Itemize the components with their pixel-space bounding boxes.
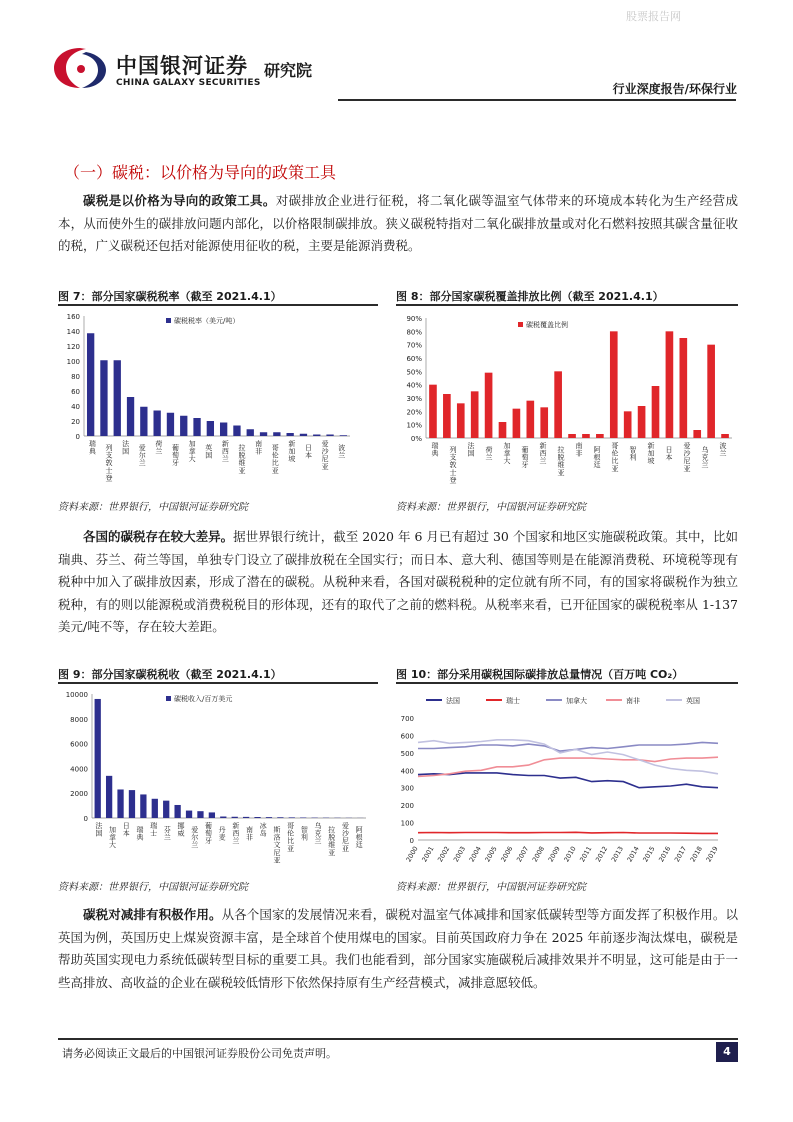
fig10-rule — [396, 682, 738, 684]
bar — [443, 394, 451, 438]
x-tick-label: 列支敦士登 — [449, 446, 457, 485]
legend-swatch — [166, 318, 171, 323]
galaxy-logo-icon — [52, 44, 108, 92]
x-tick-label: 拉脱维亚 — [238, 444, 246, 475]
y-tick-label: 140 — [66, 328, 80, 336]
x-tick-label: 乌克兰 — [314, 822, 322, 846]
bar — [174, 805, 180, 818]
x-tick-label: 葡萄牙 — [204, 822, 212, 846]
x-tick-label: 南非 — [575, 442, 583, 458]
paragraph-text: 从各个国家的发展情况来看，碳税对温室气体减排和国家低碳转型等方面发挥了积极作用。以英国为例，英国历史上煤炭资源丰富，是全球首个使用煤电的国家。目前英国政府力争在 2025 年前逐步淘汰煤电，碳税是帮助英国实现电力系统低碳转型目标的重要工具。我们也能看到，部分国家实施碳税后减排效果并不明显，这可能是由于一些高排放、高收益的企业在碳税较低情形下依然保持原有生产经营模式，减排意愿较低。 — [58, 907, 738, 990]
y-tick-label: 90% — [406, 315, 422, 323]
x-tick-label: 瑞典 — [136, 826, 144, 842]
x-tick-label: 哥伦比亚 — [271, 444, 279, 475]
fig10-chart — [396, 686, 738, 872]
bar — [220, 423, 227, 437]
x-tick-label: 2004 — [467, 845, 483, 864]
paragraph-text: 对碳排放企业进行征税，将二氧化碳等温室气体带来的环境成本转化为生产经营成本，从而使外生的碳排放问题内部化，以价格限制碳排放。狭义碳税特指对二氧化碳排放量或对化石燃料按照其碳含量征收的税，广义碳税还包括对能源使用征收的税，主要是能源消费税。 — [58, 193, 738, 253]
y-tick-label: 70% — [406, 341, 422, 350]
bar — [582, 434, 590, 438]
bar — [457, 403, 465, 438]
y-tick-label: 700 — [400, 715, 414, 723]
bar — [197, 811, 203, 818]
fig8-rule — [396, 304, 738, 306]
x-tick-label: 2015 — [641, 845, 657, 864]
bar — [554, 371, 562, 438]
y-tick-label: 50% — [406, 368, 422, 377]
x-tick-label: 新加坡 — [647, 442, 655, 466]
fig7-title: 图 7：部分国家碳税税率（截至 2021.4.1） — [58, 290, 282, 303]
x-tick-label: 波兰 — [719, 442, 727, 458]
legend-label: 加拿大 — [566, 697, 587, 705]
y-tick-label: 0% — [410, 435, 422, 443]
y-tick-label: 4000 — [70, 765, 88, 774]
bar — [652, 386, 660, 438]
x-tick-label: 列支敦士登 — [105, 444, 113, 483]
bar — [679, 338, 687, 438]
bar — [624, 411, 632, 438]
fig8-source: 资料来源：世界银行，中国银河证券研究院 — [396, 502, 586, 513]
x-tick-label: 2014 — [625, 845, 641, 864]
x-tick-label: 冰岛 — [259, 822, 267, 838]
bar — [193, 418, 200, 436]
legend-label: 英国 — [686, 697, 700, 705]
x-tick-label: 2018 — [688, 845, 704, 864]
y-tick-label: 60% — [406, 355, 422, 363]
x-tick-label: 2017 — [672, 845, 689, 864]
bar — [568, 434, 576, 438]
x-tick-label: 智利 — [300, 826, 308, 842]
x-tick-label: 瑞典 — [88, 440, 96, 456]
paragraph-lead: 各国的碳税存在较大差异。 — [83, 529, 234, 544]
bar — [167, 413, 174, 436]
bar — [114, 360, 121, 436]
watermark: 股票报告网 — [626, 10, 681, 23]
x-tick-label: 加拿大 — [109, 826, 117, 850]
x-tick-label: 2003 — [451, 845, 468, 864]
x-tick-label: 2012 — [594, 845, 610, 864]
page-number: 4 — [716, 1042, 738, 1062]
bar — [300, 434, 307, 436]
x-tick-label: 法国 — [467, 442, 475, 458]
x-tick-label: 加拿大 — [503, 442, 511, 466]
y-tick-label: 40% — [406, 381, 422, 390]
bar — [429, 385, 437, 438]
bar — [233, 426, 240, 437]
bar — [596, 434, 604, 438]
x-tick-label: 阿根廷 — [355, 826, 363, 850]
y-tick-label: 40 — [71, 403, 80, 411]
y-tick-label: 200 — [400, 802, 414, 811]
logo-text-en: CHINA GALAXY SECURITIES — [116, 78, 261, 88]
legend-label: 碳税覆盖比例 — [526, 321, 568, 329]
legend-swatch — [518, 322, 523, 327]
y-tick-label: 30% — [406, 395, 422, 403]
x-tick-label: 乌克兰 — [701, 446, 709, 470]
x-tick-label: 爱尔兰 — [138, 444, 146, 468]
x-tick-label: 南非 — [255, 440, 263, 456]
bar — [471, 391, 479, 438]
x-tick-label: 2019 — [704, 845, 720, 864]
bar — [326, 435, 333, 437]
bar — [243, 817, 249, 818]
fig9-source: 资料来源：世界银行，中国银河证券研究院 — [58, 882, 248, 893]
bar — [254, 817, 260, 818]
fig7-source: 资料来源：世界银行，中国银河证券研究院 — [58, 502, 248, 513]
bar — [220, 817, 226, 818]
x-tick-label: 2011 — [578, 845, 594, 864]
bar — [286, 433, 293, 436]
bar — [87, 333, 94, 436]
x-tick-label: 哥伦比亚 — [287, 822, 295, 853]
bar — [117, 789, 123, 818]
bar — [277, 817, 283, 818]
x-tick-label: 爱沙尼亚 — [321, 440, 329, 471]
paragraph-lead: 碳税对减排有积极作用。 — [83, 907, 222, 922]
y-tick-label: 10% — [406, 421, 422, 430]
x-tick-label: 葡萄牙 — [171, 444, 179, 468]
x-tick-label: 法国 — [122, 440, 130, 456]
x-tick-label: 2002 — [436, 845, 452, 864]
y-tick-label: 80% — [406, 328, 422, 337]
bar — [106, 776, 112, 818]
y-tick-label: 100 — [66, 358, 80, 366]
y-tick-label: 80 — [71, 373, 80, 381]
logo-text-cn: 中国银河证券 — [116, 54, 248, 78]
x-tick-label: 2000 — [404, 845, 420, 864]
x-tick-label: 新西兰 — [221, 440, 229, 464]
y-tick-label: 120 — [66, 343, 80, 351]
bar — [289, 817, 295, 818]
x-tick-label: 丹麦 — [218, 826, 226, 842]
series-line — [418, 773, 718, 788]
y-tick-label: 160 — [66, 313, 80, 321]
y-tick-label: 600 — [400, 732, 414, 741]
legend-label: 碳税税率（美元/吨） — [174, 317, 240, 325]
institute-name: 研究院 — [264, 61, 313, 80]
y-tick-label: 20% — [406, 408, 422, 417]
x-tick-label: 荷兰 — [155, 440, 163, 456]
x-tick-label: 英国 — [205, 444, 213, 460]
bar — [266, 817, 272, 818]
y-tick-label: 10000 — [65, 691, 88, 699]
bar — [247, 429, 254, 436]
bar — [340, 435, 347, 436]
y-tick-label: 6000 — [70, 740, 88, 749]
bar — [513, 409, 521, 438]
x-tick-label: 新西兰 — [539, 442, 547, 466]
series-line — [418, 832, 718, 833]
bar — [499, 422, 507, 438]
x-tick-label: 波兰 — [338, 444, 346, 460]
x-tick-label: 南非 — [246, 826, 254, 842]
x-tick-label: 2009 — [546, 845, 562, 864]
bar — [180, 416, 187, 436]
x-tick-label: 智利 — [629, 446, 637, 462]
fig10-source: 资料来源：世界银行，中国银河证券研究院 — [396, 882, 586, 893]
bar — [100, 360, 107, 436]
x-tick-label: 新加坡 — [288, 440, 296, 464]
bar — [273, 432, 280, 436]
fig8-chart — [396, 308, 738, 490]
x-tick-label: 爱尔兰 — [191, 826, 199, 850]
header-divider — [338, 99, 736, 101]
legend-label: 瑞士 — [506, 697, 520, 705]
y-tick-label: 100 — [400, 819, 414, 828]
fig10-title: 图 10：部分采用碳税国际碳排放总量情况（百万吨 CO₂） — [396, 668, 684, 681]
x-tick-label: 日本 — [304, 444, 312, 460]
y-tick-label: 20 — [71, 418, 80, 426]
y-tick-label: 400 — [400, 767, 414, 776]
x-tick-label: 2001 — [420, 845, 436, 864]
report-type: 行业深度报告/环保行业 — [612, 82, 737, 96]
bar — [540, 407, 548, 438]
x-tick-label: 瑞典 — [431, 442, 439, 458]
x-tick-label: 2013 — [609, 845, 625, 864]
paragraph-lead: 碳税是以价格为导向的政策工具。 — [83, 193, 276, 208]
x-tick-label: 2010 — [562, 845, 578, 864]
x-tick-label: 荷兰 — [485, 446, 493, 462]
x-tick-label: 爱沙尼亚 — [683, 442, 691, 473]
bar — [232, 817, 238, 818]
bar — [153, 411, 160, 437]
y-tick-label: 0 — [75, 433, 80, 441]
bar — [526, 401, 534, 438]
x-tick-label: 阿根廷 — [593, 446, 601, 470]
paragraph-2 — [58, 526, 738, 639]
x-tick-label: 葡萄牙 — [521, 446, 529, 470]
y-tick-label: 0 — [83, 815, 88, 823]
bar — [638, 406, 646, 438]
x-tick-label: 挪威 — [177, 822, 185, 838]
bar — [163, 801, 169, 818]
x-tick-label: 日本 — [665, 446, 673, 462]
series-line — [418, 742, 718, 751]
y-tick-label: 500 — [400, 749, 414, 758]
legend-swatch — [166, 696, 171, 701]
paragraph-text: 据世界银行统计，截至 2020 年 6 月已有超过 30 个国家和地区实施碳税政策。其中，比如瑞典、芬兰、荷兰等国，单独专门设立了碳排放税在全国实行；而日本、意大利、德国等则是在能源消费税、环境税等现有税种中加入了碳排放因素，形成了潜在的碳税。从税种来看，各国对碳税税种的定位就有所不同，有的国家将碳税作为独立税种，有的则以能源税或消费税税目的形体现，还有的取代了之前的燃料税。从税率来看，已开征国家的碳税税率从 1-137 美元/吨不等，存在较大差距。 — [58, 529, 738, 634]
y-tick-label: 60 — [71, 388, 80, 396]
bar — [313, 435, 320, 437]
bar — [485, 373, 493, 438]
legend-label: 法国 — [446, 697, 460, 705]
x-tick-label: 芬兰 — [163, 826, 171, 842]
bar — [207, 421, 214, 436]
bar — [140, 407, 147, 436]
bar — [152, 799, 158, 818]
x-tick-label: 日本 — [122, 822, 130, 838]
footer-divider — [58, 1038, 738, 1040]
x-tick-label: 哥伦比亚 — [611, 442, 619, 473]
bar — [140, 794, 146, 818]
x-tick-label: 2005 — [483, 845, 499, 864]
bar — [260, 432, 267, 436]
x-tick-label: 拉脱维亚 — [328, 826, 336, 857]
bar — [209, 812, 215, 818]
y-tick-label: 0 — [409, 837, 414, 845]
paragraph-1 — [58, 190, 738, 258]
x-tick-label: 拉脱维亚 — [557, 446, 565, 477]
bar — [127, 397, 134, 436]
fig7-rule — [58, 304, 378, 306]
bar — [610, 331, 618, 438]
bar — [666, 331, 674, 438]
legend-label: 碳税收入/百万美元 — [174, 695, 233, 703]
x-tick-label: 瑞士 — [150, 822, 158, 838]
fig8-title: 图 8：部分国家碳税覆盖排放比例（截至 2021.4.1） — [396, 290, 664, 303]
bar — [707, 345, 715, 438]
x-tick-label: 新西兰 — [232, 822, 240, 846]
fig7-chart — [58, 308, 378, 490]
fig9-rule — [58, 682, 378, 684]
bar — [186, 811, 192, 818]
legend-label: 南非 — [626, 697, 640, 705]
y-tick-label: 2000 — [70, 790, 88, 799]
footer-disclaimer: 请务必阅读正文最后的中国银河证券股份公司免责声明。 — [62, 1047, 337, 1060]
x-tick-label: 2008 — [530, 845, 547, 864]
paragraph-3 — [58, 904, 738, 994]
x-tick-label: 法国 — [95, 822, 103, 838]
x-tick-label: 2016 — [657, 845, 673, 864]
section-title: （一）碳税：以价格为导向的政策工具 — [64, 163, 337, 182]
bar — [693, 430, 701, 438]
x-tick-label: 2007 — [515, 845, 531, 864]
bar — [129, 790, 135, 818]
bar — [721, 434, 729, 438]
y-tick-label: 300 — [400, 784, 414, 793]
x-tick-label: 爱沙尼亚 — [341, 822, 349, 853]
y-tick-label: 8000 — [70, 715, 88, 724]
x-tick-label: 斯洛文尼亚 — [273, 826, 281, 865]
fig9-title: 图 9：部分国家碳税税收（截至 2021.4.1） — [58, 668, 282, 681]
fig9-chart — [58, 686, 378, 872]
x-tick-label: 加拿大 — [188, 440, 196, 464]
x-tick-label: 2006 — [499, 845, 515, 864]
bar — [95, 699, 101, 818]
